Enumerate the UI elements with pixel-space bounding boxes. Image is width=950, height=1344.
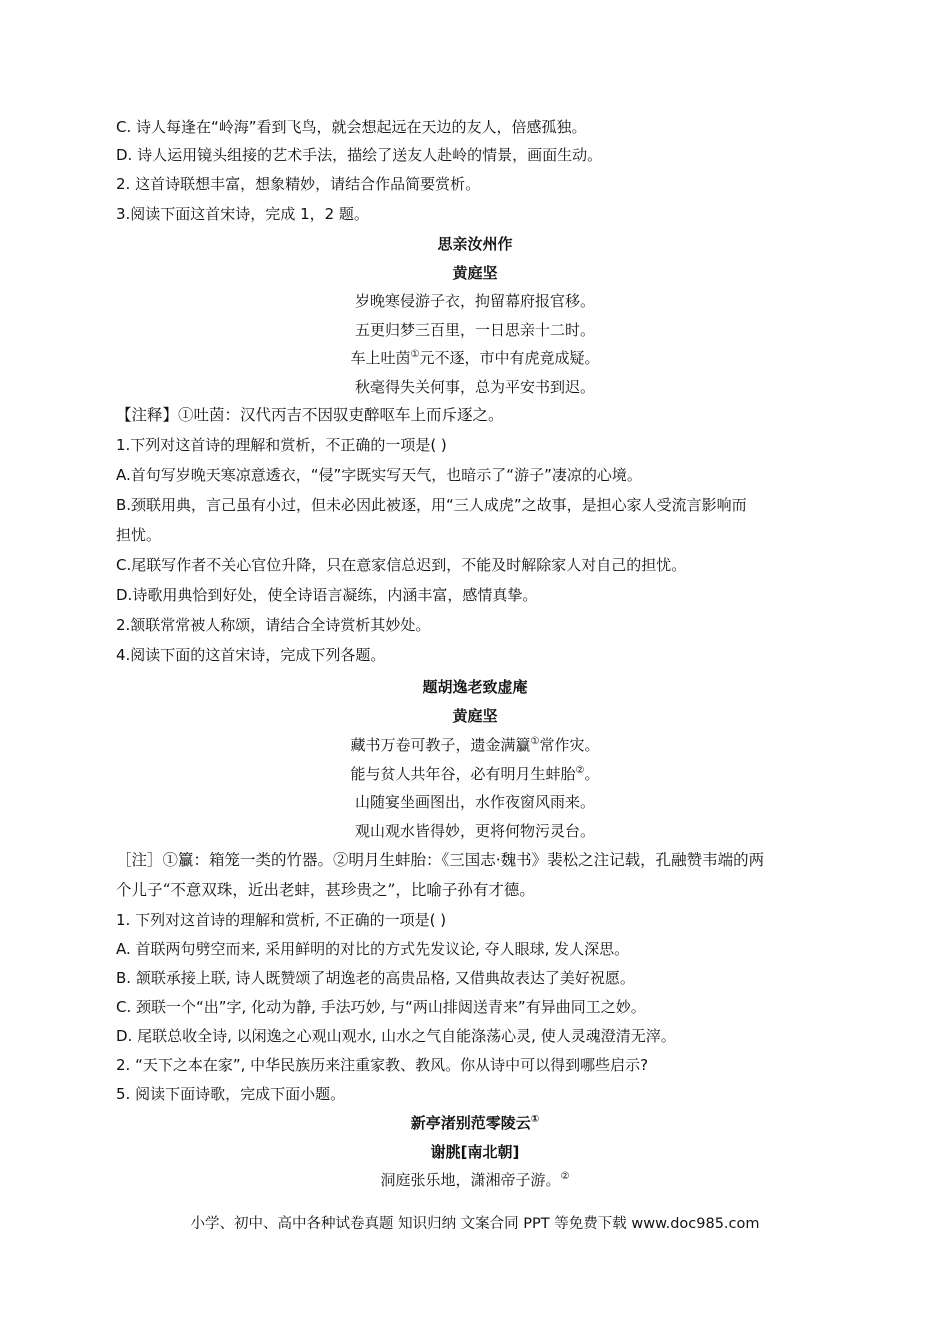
q3-option-c: C.尾联写作者不关心官位升降，只在意家信总迟到，不能及时解除家人对自己的担忧。 [116,556,687,574]
poem1-line-3: 车上吐茵①元不逐，市中有虎竟成疑。 [350,349,600,367]
q4-option-c: C. 颈联一个“出”字, 化动为静, 手法巧妙, 与“两山排闼送青来”有异曲同工之妙。 [116,998,646,1016]
option-c-line: C. 诗人每逢在“岭海”看到飞鸟，就会想起远在天边的友人，倍感孤独。 [116,118,587,136]
q4-option-b: B. 颔联承接上联, 诗人既赞颂了胡逸老的高贵品格, 又借典故表达了美好祝愿。 [116,969,635,987]
poem1-line-2: 五更归梦三百里，一日思亲十二时。 [354,321,595,339]
poem2-line-2: 能与贫人共年谷，必有明月生蚌胎②。 [350,765,600,783]
q3-option-d: D.诗歌用典恰到好处，使全诗语言凝练，内涵丰富，感情真挚。 [116,586,538,604]
question-4-heading: 4.阅读下面的这首宋诗，完成下列各题。 [116,646,386,664]
poem2-title: 题胡逸老致虚庵 [422,678,528,696]
poem1-line-1: 岁晚寒侵游子衣，拘留幕府报官移。 [354,292,595,310]
poem2-author: 黄庭坚 [452,707,498,725]
poem2-note-1: ［注］①籯：箱笼一类的竹器。②明月生蚌胎：《三国志·魏书》裴松之注记载，孔融赞韦端的两 [116,851,765,869]
footer-ad-link[interactable]: 小学、初中、高中各种试卷真题 知识归纳 文案合同 PPT 等免费下载 www.doc985.com [190,1216,760,1232]
q3-question-2: 2.颔联常常被人称颂，请结合全诗赏析其妙处。 [116,616,431,634]
poem2-note-2: 个儿子“不意双珠，近出老蚌，甚珍贵之”，比喻子孙有才德。 [116,881,535,899]
question-3-heading: 3.阅读下面这首宋诗，完成 1，2 题。 [116,205,369,223]
q4-option-d: D. 尾联总收全诗, 以闲逸之心观山观水, 山水之气自能涤荡心灵, 使人灵魂澄清无滓。 [116,1027,676,1045]
q3-question-1: 1.下列对这首诗的理解和赏析，不正确的一项是( ) [116,436,447,454]
poem3-author: 谢朓[南北朝] [430,1143,520,1161]
q4-question-1: 1. 下列对这首诗的理解和赏析, 不正确的一项是( ) [116,911,447,929]
question-2-line: 2. 这首诗联想丰富，想象精妙，请结合作品简要赏析。 [116,175,481,193]
poem1-title: 思亲汝州作 [437,235,513,253]
poem2-line-4: 观山观水皆得妙，更将何物污灵台。 [354,822,595,840]
q3-option-b-cont: 担忧。 [116,526,162,544]
poem1-line-4: 秋毫得失关何事，总为平安书到迟。 [354,378,595,396]
q3-option-b: B.颈联用典，言己虽有小过，但未必因此被逐，用“三人成虎”之故事，是担心家人受流言影响而 [116,496,747,514]
poem1-author: 黄庭坚 [452,264,498,282]
q4-option-a: A. 首联两句劈空而来, 采用鲜明的对比的方式先发议论, 夺人眼球, 发人深思。 [116,940,630,958]
poem1-note: 【注释】①吐茵：汉代丙吉不因驭吏醉呕车上而斥逐之。 [116,406,504,424]
poem3-line-1: 洞庭张乐地，潇湘帝子游。② [380,1171,570,1189]
option-d-line: D. 诗人运用镜头组接的艺术手法，描绘了送友人赴岭的情景，画面生动。 [116,146,603,164]
question-5-heading: 5. 阅读下面诗歌，完成下面小题。 [116,1085,346,1103]
poem3-title: 新亭渚别范零陵云① [410,1114,540,1132]
poem2-line-1: 藏书万卷可教子，遗金满籯①常作灾。 [350,736,600,754]
q3-option-a: A.首句写岁晚天寒凉意透衣，“侵”字既实写天气，也暗示了“游子”凄凉的心境。 [116,466,642,484]
poem2-line-3: 山随宴坐画图出，水作夜窗风雨来。 [354,793,595,811]
q4-question-2: 2. “天下之本在家”, 中华民族历来注重家教、教风。你从诗中可以得到哪些启示? [116,1056,649,1074]
